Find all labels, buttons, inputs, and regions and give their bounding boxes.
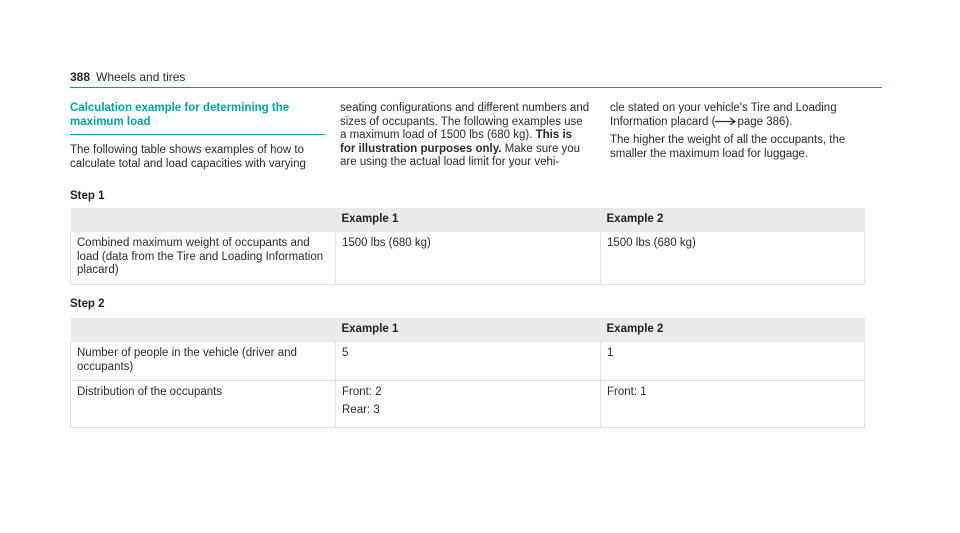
table-cell: 1500 lbs (680 kg) (336, 232, 601, 284)
table-header-cell (71, 318, 336, 342)
section-title: Wheels and tires (96, 70, 186, 84)
step-2-table (70, 318, 865, 428)
table-cell (336, 381, 601, 428)
intro-text-3 (610, 102, 865, 129)
right-arrow-icon (715, 117, 737, 126)
page-header (70, 70, 185, 84)
page-reference-link[interactable]: page 386). (737, 115, 793, 128)
intro-column-3 (610, 102, 865, 166)
step-2-label: Step 2 (70, 298, 105, 310)
intro-text-2-main: seating configurations and different numbers and sizes of occupants. The following examples use a maximum load of 1500 lbs (680 kg). (340, 102, 590, 141)
table-row (71, 232, 865, 284)
intro-text-2-bold: This is for illustration purposes only. (340, 129, 573, 155)
intro-text-2-tail: Make sure you are using the actual load limit for your vehi- (340, 142, 581, 168)
rear-count: Rear: 3 (342, 403, 380, 416)
table-cell: 1 (601, 342, 865, 381)
table-cell: Number of people in the vehicle (driver and occupants) (71, 342, 336, 381)
intro-text-1: The following table shows examples of how to calculate total and load capacities with varying (70, 144, 306, 170)
heading-rule (70, 134, 325, 135)
table-cell: Front: 1 (601, 381, 865, 428)
section-heading: Calculation example for determining the maximum load (70, 102, 290, 128)
table-header-cell: Example 2 (601, 208, 865, 232)
intro-column-2 (340, 102, 590, 175)
step-1-label: Step 1 (70, 190, 105, 202)
intro-text-3-main: cle stated on your vehicle's Tire and Loading Information placard ( (610, 102, 837, 128)
front-count: Front: 2 (342, 386, 382, 398)
table-cell: 1500 lbs (680 kg) (601, 232, 865, 284)
table-header-row (71, 208, 865, 232)
table-cell: Combined maximum weight of occupants and load (data from the Tire and Loading Information placard) (71, 232, 336, 284)
intro-text-2 (340, 102, 590, 170)
table-row (71, 381, 865, 428)
intro-column-1 (70, 102, 325, 176)
table-header-cell (71, 208, 336, 232)
page-number: 388 (70, 70, 91, 84)
table-header-cell: Example 2 (601, 318, 865, 342)
table-header-row (71, 318, 865, 342)
step-1-table (70, 208, 865, 285)
table-row (71, 342, 865, 381)
table-header-cell: Example 1 (336, 318, 601, 342)
intro-text-4: The higher the weight of all the occupants, the smaller the maximum load for luggage. (610, 134, 846, 160)
table-header-cell: Example 1 (336, 208, 601, 232)
table-cell: 5 (336, 342, 601, 381)
header-rule (70, 87, 882, 88)
table-cell: Distribution of the occupants (71, 381, 336, 428)
